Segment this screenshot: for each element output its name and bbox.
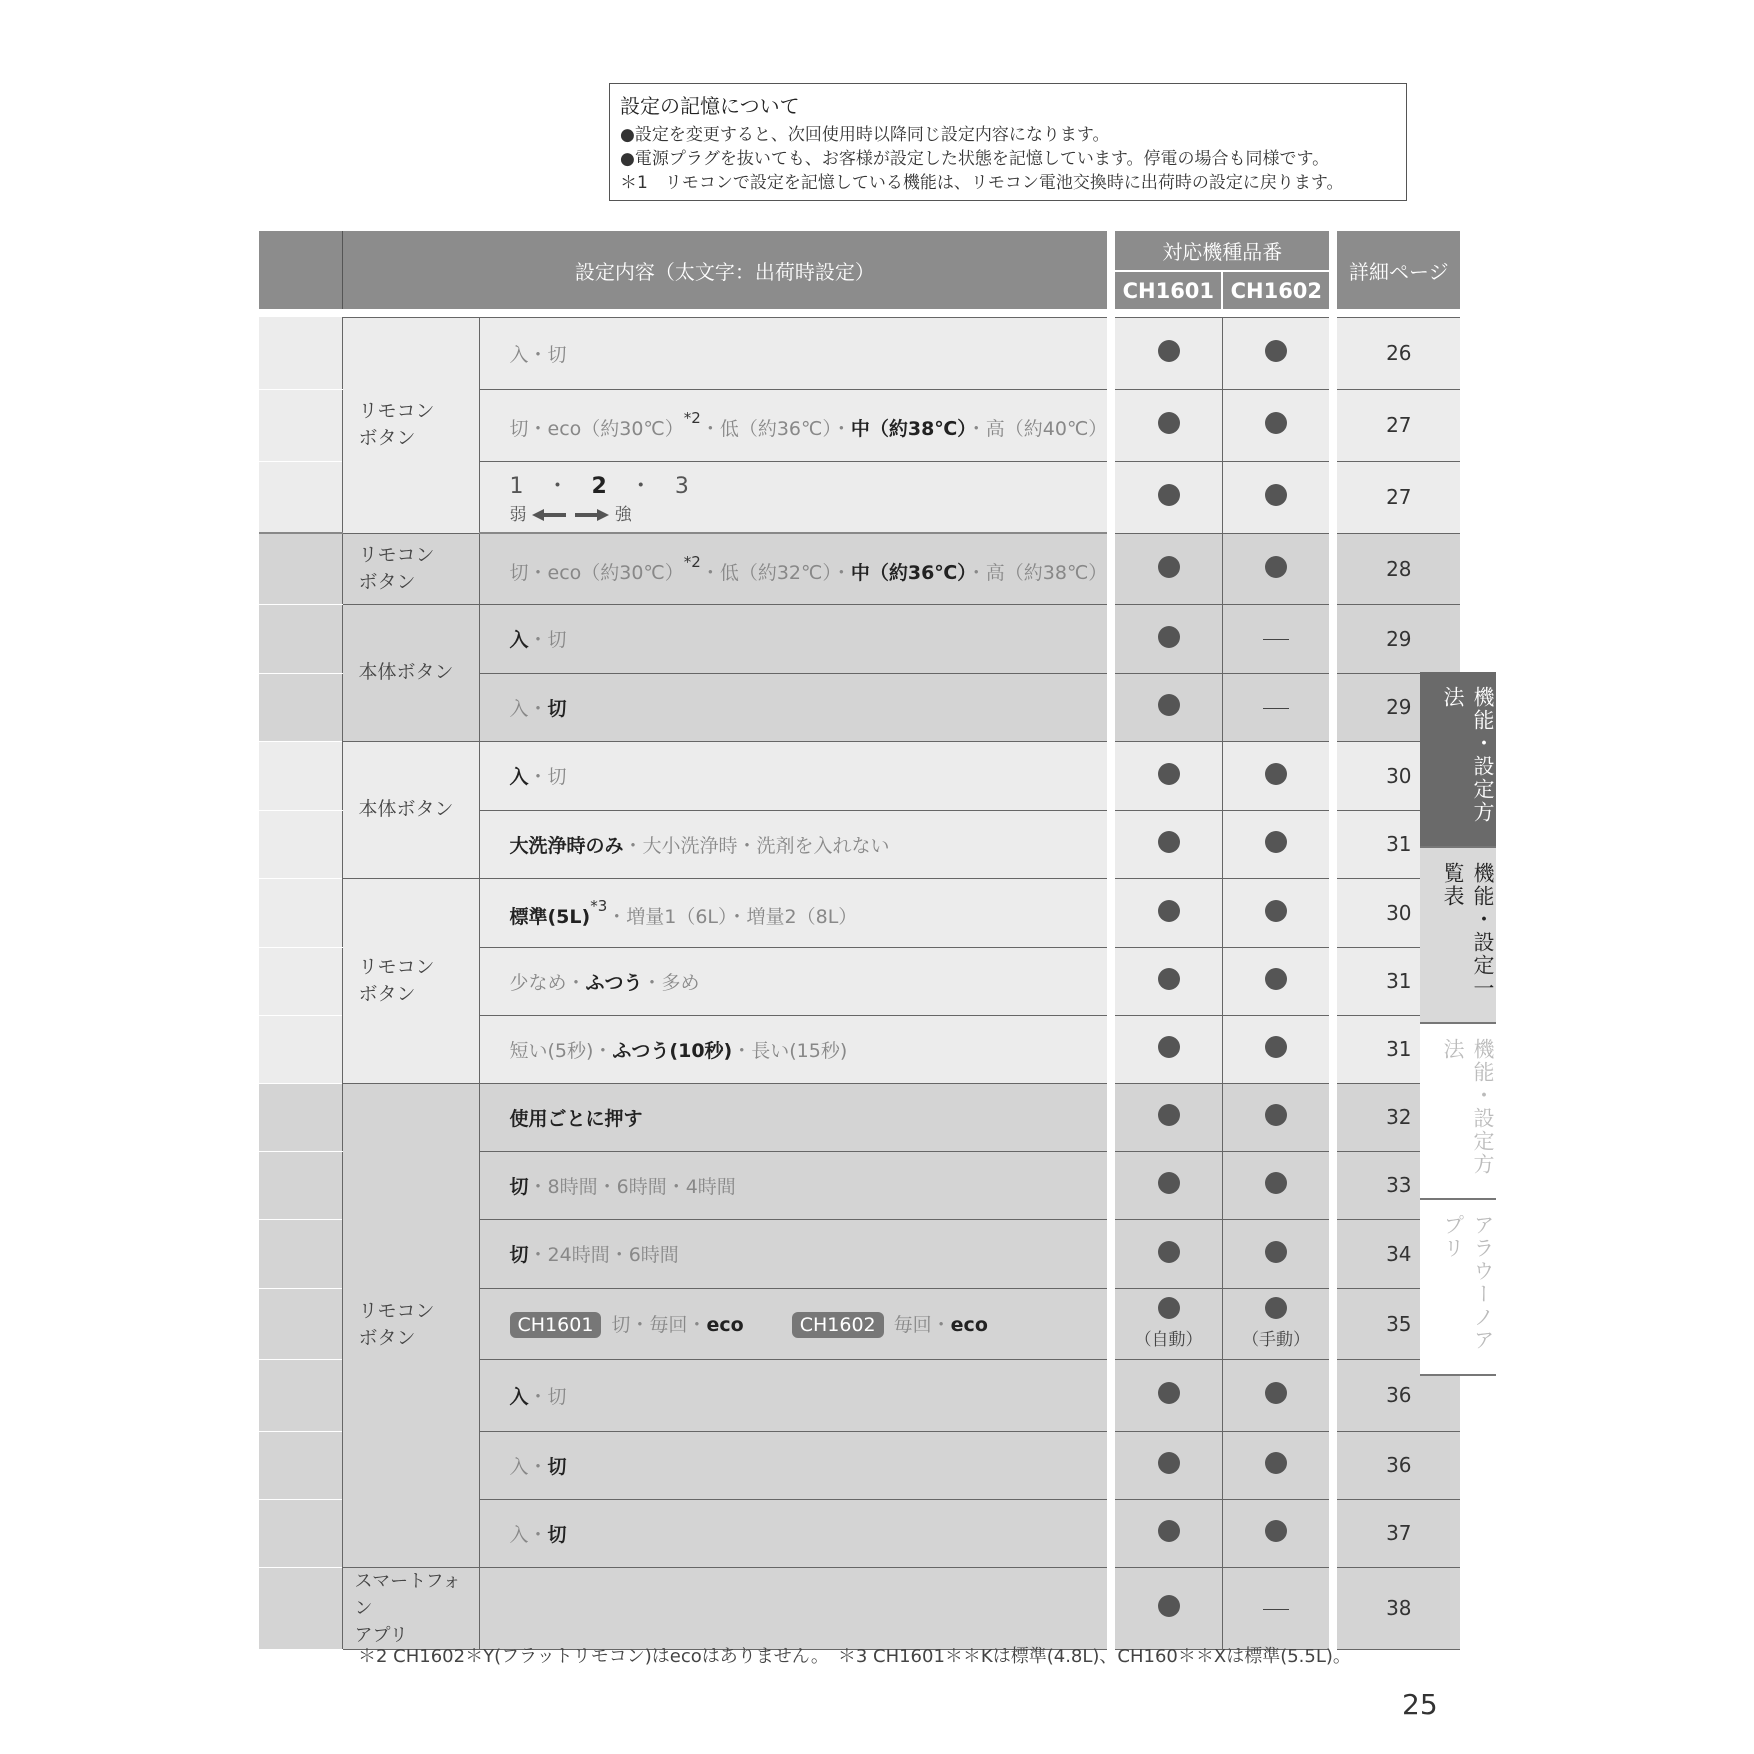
group-label: リモコン ボタン bbox=[342, 317, 479, 533]
manual-label: （手動） bbox=[1242, 1330, 1311, 1350]
option-cell: 切・8時間・6時間・4時間 bbox=[479, 1151, 1107, 1219]
supported-dot bbox=[1158, 1452, 1180, 1474]
model-tag-ch1602: CH1602 bbox=[792, 1312, 884, 1338]
header-model-ch1601: CH1601 bbox=[1115, 271, 1222, 309]
settings-table bbox=[259, 231, 1460, 1650]
supported-dot bbox=[1265, 1520, 1287, 1542]
header-content: 設定内容（太文字：出荷時設定） bbox=[342, 231, 1107, 309]
supported-dot bbox=[1158, 900, 1180, 922]
detail-page-number: 31 bbox=[1337, 947, 1460, 1015]
header-blank bbox=[259, 231, 342, 309]
detail-page-number: 29 bbox=[1337, 604, 1460, 673]
group-label: 本体ボタン bbox=[342, 741, 479, 878]
detail-page-number: 31 bbox=[1337, 1015, 1460, 1083]
memory-note-line: ●電源プラグを抜いても、お客様が設定した状態を記憶しています。停電の場合も同様です。 bbox=[620, 149, 1330, 169]
side-tabs bbox=[1420, 672, 1496, 1376]
supported-dot bbox=[1158, 1172, 1180, 1194]
group-label: 本体ボタン bbox=[342, 604, 479, 741]
supported-dot bbox=[1158, 484, 1180, 506]
option-cell: 標準$(5L)^{*3}$・増量1（6L）・増量2（8L） bbox=[479, 878, 1107, 947]
supported-dot bbox=[1265, 1172, 1287, 1194]
option-cell: 入・切 bbox=[479, 604, 1107, 673]
header-detail-page: 詳細ページ bbox=[1337, 231, 1460, 309]
side-tab-function-settings-2[interactable]: 機能・設定方法 bbox=[1420, 1024, 1496, 1200]
side-tab-arauno-app[interactable]: アラウーノアプリ bbox=[1420, 1200, 1496, 1376]
group-label: リモコン ボタン bbox=[342, 533, 479, 604]
supported-dot bbox=[1158, 412, 1180, 434]
detail-page-number: 37 bbox=[1337, 1499, 1460, 1567]
detail-page-number: 36 bbox=[1337, 1359, 1460, 1431]
option-cell: 切・eco（約30℃）$^{*2}$・低（約36℃）・中（約38℃）・高（約40℃） bbox=[479, 389, 1107, 461]
option-cell: 切・24時間・6時間 bbox=[479, 1219, 1107, 1288]
strength-level-cell: 1 ・ 2 ・ 3 弱 強 bbox=[479, 461, 1107, 533]
page-number: 25 bbox=[1402, 1688, 1438, 1721]
option-cell: 入・切 bbox=[479, 1431, 1107, 1499]
table-row bbox=[259, 1083, 1460, 1151]
detail-page-number: 38 bbox=[1337, 1567, 1460, 1649]
detail-page-number: 34 bbox=[1337, 1219, 1460, 1288]
not-supported-dash bbox=[1263, 1609, 1289, 1610]
option-cell: 入・切 bbox=[479, 1359, 1107, 1431]
group-label: リモコン ボタン bbox=[342, 878, 479, 1083]
detail-page-number: 28 bbox=[1337, 533, 1460, 604]
detail-page-number: 36 bbox=[1337, 1431, 1460, 1499]
supported-dot bbox=[1158, 1241, 1180, 1263]
supported-dot bbox=[1158, 1104, 1180, 1126]
detail-page-number: 31 bbox=[1337, 810, 1460, 878]
detail-page-number: 35 bbox=[1337, 1288, 1460, 1359]
supported-dot bbox=[1265, 1036, 1287, 1058]
supported-dot bbox=[1158, 1520, 1180, 1542]
supported-dot bbox=[1265, 1104, 1287, 1126]
detail-page-number: 30 bbox=[1337, 741, 1460, 810]
supported-dot bbox=[1265, 1382, 1287, 1404]
memory-note-line: ●設定を変更すると、次回使用時以降同じ設定内容になります。 bbox=[620, 125, 1110, 145]
table-row bbox=[259, 533, 1460, 604]
supported-dot bbox=[1158, 763, 1180, 785]
supported-dot bbox=[1158, 340, 1180, 362]
detail-page-number: 27 bbox=[1337, 461, 1460, 533]
footnote: ＊2 CH1602＊Y(フラットリモコン)はecoはありません。 ＊3 CH1601＊＊Kは標準(4.8L)、CH160＊＊Xは標準(5.5L)。 bbox=[358, 1646, 1351, 1667]
memory-note-title: 設定の記憶について bbox=[620, 94, 800, 118]
detail-page-number: 33 bbox=[1337, 1151, 1460, 1219]
supported-dot bbox=[1158, 556, 1180, 578]
supported-dot bbox=[1265, 763, 1287, 785]
supported-dot bbox=[1158, 1297, 1180, 1319]
supported-dot bbox=[1158, 1382, 1180, 1404]
option-cell bbox=[479, 1567, 1107, 1649]
not-supported-dash bbox=[1263, 708, 1289, 709]
header-models: 対応機種品番 bbox=[1115, 231, 1329, 271]
supported-dot bbox=[1265, 968, 1287, 990]
table-row bbox=[259, 317, 1460, 389]
header-model-ch1602: CH1602 bbox=[1222, 271, 1329, 309]
supported-dot bbox=[1158, 694, 1180, 716]
supported-dot bbox=[1265, 412, 1287, 434]
not-supported-dash bbox=[1263, 639, 1289, 640]
group-label: スマートフォン アプリ bbox=[342, 1567, 479, 1649]
side-tab-function-settings[interactable]: 機能・設定方法 bbox=[1420, 672, 1496, 848]
table-row bbox=[259, 604, 1460, 673]
supported-dot bbox=[1265, 484, 1287, 506]
supported-dot bbox=[1265, 1241, 1287, 1263]
table-row bbox=[259, 741, 1460, 810]
option-cell: 入・切 bbox=[479, 741, 1107, 810]
group-label: リモコン ボタン bbox=[342, 1083, 479, 1567]
model-tag-ch1601: CH1601 bbox=[510, 1312, 602, 1338]
side-tab-settings-list[interactable]: 機能・設定一覧表 bbox=[1420, 848, 1496, 1024]
table-row bbox=[259, 1567, 1460, 1649]
option-cell: 入・切 bbox=[479, 673, 1107, 741]
supported-dot bbox=[1158, 831, 1180, 853]
option-cell: 使用ごとに押す bbox=[479, 1083, 1107, 1151]
option-cell: 入・切 bbox=[479, 317, 1107, 389]
detail-page-number: 27 bbox=[1337, 389, 1460, 461]
supported-dot bbox=[1265, 1297, 1287, 1319]
option-cell: CH1601 切・毎回・eco CH1602 毎回・eco bbox=[479, 1288, 1107, 1359]
table-row bbox=[259, 878, 1460, 947]
detail-page-number: 32 bbox=[1337, 1083, 1460, 1151]
supported-dot bbox=[1265, 556, 1287, 578]
option-cell: 短い(5秒)・ふつう(10秒)・長い(15秒) bbox=[479, 1015, 1107, 1083]
supported-dot bbox=[1158, 968, 1180, 990]
supported-dot bbox=[1265, 831, 1287, 853]
supported-dot bbox=[1265, 340, 1287, 362]
option-cell: 少なめ・ふつう・多め bbox=[479, 947, 1107, 1015]
arrow-right-icon bbox=[573, 508, 609, 522]
detail-page-number: 26 bbox=[1337, 317, 1460, 389]
supported-dot bbox=[1265, 1452, 1287, 1474]
supported-dot bbox=[1265, 900, 1287, 922]
detail-page-number: 30 bbox=[1337, 878, 1460, 947]
supported-dot bbox=[1158, 1595, 1180, 1617]
detail-page-number: 29 bbox=[1337, 673, 1460, 741]
auto-label: （自動） bbox=[1134, 1330, 1203, 1350]
arrow-left-icon bbox=[532, 508, 568, 522]
supported-dot bbox=[1158, 1036, 1180, 1058]
memory-note-line: ＊1 リモコンで設定を記憶している機能は、リモコン電池交換時に出荷時の設定に戻ります。 bbox=[620, 173, 1344, 193]
option-cell: 大洗浄時のみ・大小洗浄時・洗剤を入れない bbox=[479, 810, 1107, 878]
option-cell: 入・切 bbox=[479, 1499, 1107, 1567]
memory-note-box bbox=[609, 83, 1407, 201]
supported-dot bbox=[1158, 626, 1180, 648]
option-cell: 切・eco（約30℃）$^{*2}$・低（約32℃）・中（約36℃）・高（約38℃） bbox=[479, 533, 1107, 604]
